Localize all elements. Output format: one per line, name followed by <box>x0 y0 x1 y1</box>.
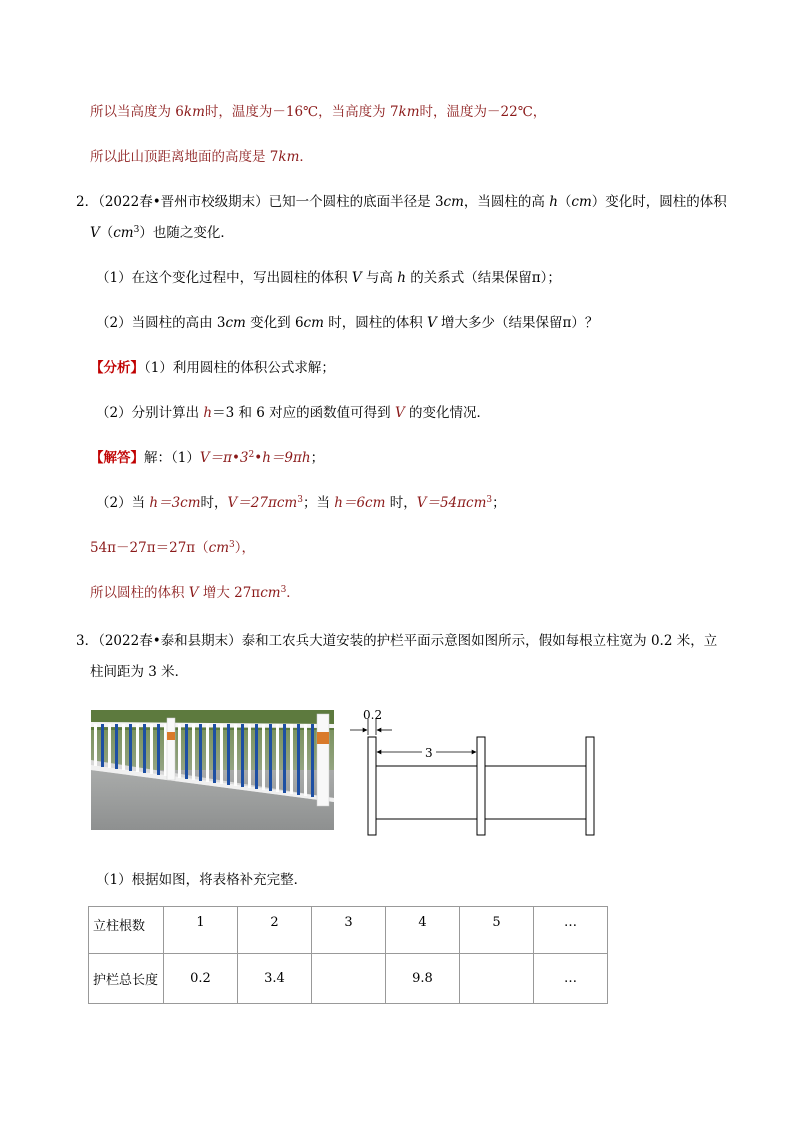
text: cm <box>571 194 592 210</box>
table-cell: 护栏总长度 <box>89 954 164 1004</box>
text: 7 <box>269 149 279 165</box>
table-cell: … <box>534 954 608 1004</box>
text: 时，温度为－22℃， <box>419 104 547 120</box>
q2-part-1 <box>96 268 561 288</box>
text: 3 <box>133 225 140 235</box>
text: 54π－27π＝27π（ <box>90 540 209 556</box>
text: （2）分别计算出 <box>96 405 204 421</box>
text: 3 <box>280 585 287 595</box>
table-cell <box>312 954 386 1004</box>
text: km <box>398 104 420 120</box>
text: 所以当高度为 <box>90 104 176 120</box>
text: ，当圆柱的高 <box>463 194 550 210</box>
text: 时， <box>200 495 228 511</box>
text: 变化到 6 <box>245 315 304 331</box>
fill-in-table <box>88 906 608 1004</box>
text: km <box>278 149 300 165</box>
text: V <box>394 405 405 421</box>
text: 的变化情况． <box>404 405 490 421</box>
post-1 <box>368 737 376 835</box>
text: h＝6cm <box>334 495 386 511</box>
text: （2）当圆柱的高由 3 <box>96 315 226 331</box>
text: 3 <box>297 495 303 505</box>
text: V <box>90 225 100 241</box>
q3-stem-line-1 <box>76 631 717 651</box>
q2-solution-3 <box>90 538 255 558</box>
text: （1）在这个变化过程中，写出圆柱的体积 <box>96 270 352 286</box>
text: ； <box>492 495 506 511</box>
q2-solution-4 <box>90 583 300 603</box>
guardrail-photo-svg <box>91 710 334 830</box>
table-cell: 2 <box>238 907 312 954</box>
text: cm <box>113 225 134 241</box>
guardrail-schematic <box>346 705 606 840</box>
table-row <box>89 907 608 954</box>
text: （ <box>557 194 572 210</box>
text: （1）根据如图，将表格补充完整． <box>96 872 308 888</box>
q2-analysis-2 <box>96 403 490 423</box>
text: 3．（2022春•泰和县期末）泰和工农兵大道安装的护栏平面示意图如图所示，假如每根立柱宽为 0.2 米，立 <box>76 633 718 649</box>
q3-part-1 <box>96 870 307 890</box>
text: ；当 <box>302 495 335 511</box>
q3-stem-line-2 <box>90 662 188 682</box>
text: ＝3 和 6 对应的函数值可得到 <box>212 405 395 421</box>
solution-tag: 【解答】 <box>90 450 144 466</box>
text: h <box>397 270 406 286</box>
text: 2 <box>248 450 255 460</box>
text: cm <box>208 540 230 556</box>
text: ． <box>299 149 313 165</box>
text: •h＝9πh <box>254 450 311 466</box>
table-cell: … <box>534 907 608 954</box>
analysis-tag: 【分析】 <box>90 360 144 376</box>
width-label: 0.2 <box>363 708 383 722</box>
table-cell: 1 <box>164 907 238 954</box>
text: 时，圆柱的体积 <box>323 315 427 331</box>
text: 的关系式（结果保留π）； <box>405 270 561 286</box>
table-cell: 5 <box>460 907 534 954</box>
q2-part-2 <box>96 313 598 333</box>
text: km <box>183 104 205 120</box>
text: h <box>203 405 213 421</box>
table-cell: 立柱根数 <box>89 907 164 954</box>
q2-solution-1 <box>90 448 324 468</box>
text: 6 <box>175 104 184 120</box>
text: V＝54πcm <box>416 495 487 511</box>
text: cm <box>260 585 281 601</box>
q2-stem-line-1 <box>76 192 727 212</box>
text: 增大 27π <box>198 585 261 601</box>
text: ． <box>286 585 300 601</box>
text: 所以此山顶距离地面的高度是 <box>90 149 270 165</box>
text: ）， <box>234 540 256 556</box>
text: 增大多少（结果保留π）？ <box>436 315 599 331</box>
text: 3 <box>229 540 235 550</box>
text: （2）当 <box>96 495 150 511</box>
text: 2．（2022春•晋州市校级期末）已知一个圆柱的底面半径是 3 <box>76 194 444 210</box>
table-cell: 3.4 <box>238 954 312 1004</box>
table-row <box>89 954 608 1004</box>
text: ； <box>310 450 325 466</box>
text: 柱间距为 3 米． <box>90 664 189 680</box>
text: V＝π•3 <box>199 450 249 466</box>
text: （1）利用圆柱的体积公式求解； <box>144 360 335 376</box>
guardrail-photo <box>91 710 334 830</box>
q2-stem-line-2 <box>90 223 234 243</box>
text: 时，温度为－16℃，当高度为 <box>204 104 390 120</box>
text: V <box>351 270 362 286</box>
text: V <box>427 315 437 331</box>
text: 解：（1） <box>144 450 200 466</box>
answer-line-2 <box>90 147 313 167</box>
text: 时， <box>385 495 417 511</box>
text: cm <box>443 194 464 210</box>
text: 所以圆柱的体积 <box>90 585 189 601</box>
table-cell: 4 <box>386 907 460 954</box>
text: cm <box>303 315 324 331</box>
q2-solution-2 <box>96 493 506 513</box>
text: 3 <box>486 495 493 505</box>
table-cell: 0.2 <box>164 954 238 1004</box>
text: ）也随之变化． <box>139 225 234 241</box>
table-cell: 9.8 <box>386 954 460 1004</box>
gap-label: 3 <box>425 746 433 760</box>
text: cm <box>225 315 246 331</box>
post-2 <box>477 737 485 835</box>
table-cell: 3 <box>312 907 386 954</box>
answer-line-1 <box>90 102 546 122</box>
text: V＝27πcm <box>227 495 298 511</box>
text: 7 <box>389 104 399 120</box>
text: ）变化时，圆柱的体积 <box>591 194 727 210</box>
table-cell <box>460 954 534 1004</box>
text: h＝3cm <box>149 495 201 511</box>
text: 与高 <box>361 270 398 286</box>
text: V <box>188 585 199 601</box>
text: h <box>549 194 558 210</box>
text: （ <box>99 225 114 241</box>
q2-analysis-1 <box>90 358 335 378</box>
post-3 <box>586 737 594 835</box>
